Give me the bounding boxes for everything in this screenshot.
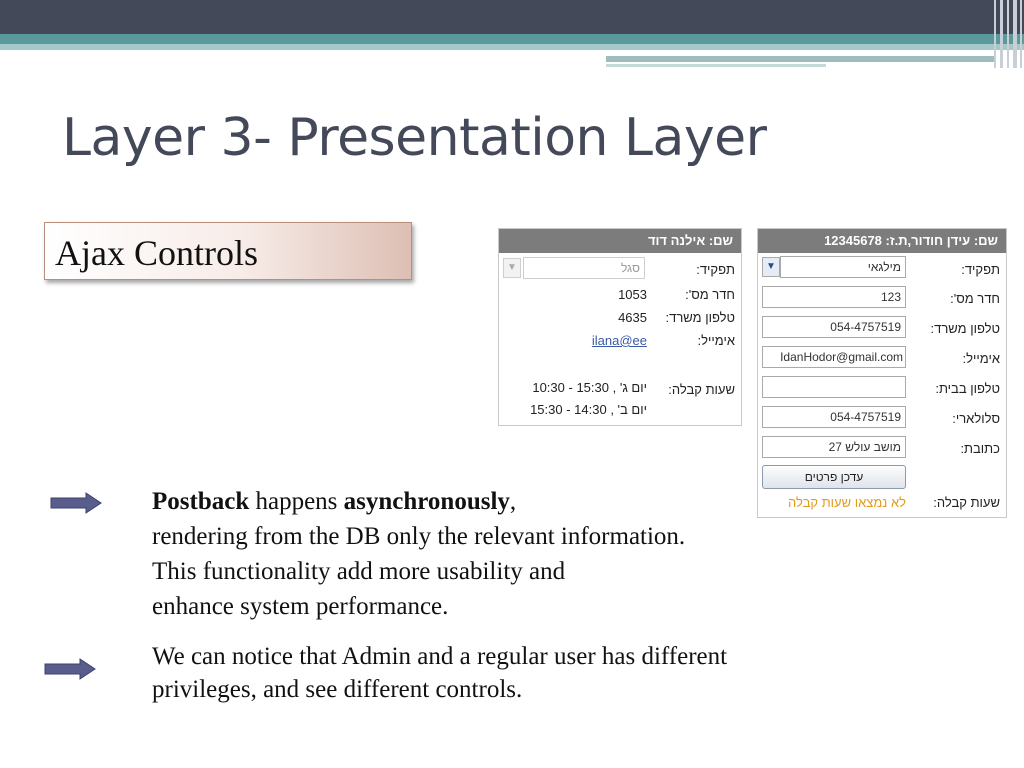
bullet-privileges-line-1: We can notice that Admin and a regular user has different bbox=[152, 643, 728, 670]
no-office-hours-text: לא נמצאו שעות קבלה bbox=[788, 495, 906, 510]
right-arrow-icon bbox=[50, 492, 102, 514]
bullet-postback-line-1 bbox=[152, 484, 685, 519]
bullet-postback-line-4: enhance system performance. bbox=[152, 593, 449, 620]
bullet-text: , bbox=[509, 488, 517, 515]
corner-vertical-lines bbox=[992, 0, 1024, 68]
room-label: חדר מס': bbox=[950, 291, 1000, 306]
email-input[interactable]: IdanHodor@gmail.com bbox=[762, 346, 906, 368]
cellular-input[interactable]: 054-4757519 bbox=[762, 406, 906, 428]
office-phone-label: טלפון משרד: bbox=[930, 321, 1000, 336]
role-select: סגל bbox=[523, 257, 645, 279]
postback-term: Postback bbox=[152, 488, 250, 515]
top-accent-stripe-thin bbox=[606, 64, 826, 67]
top-accent-stripe-short bbox=[606, 56, 994, 62]
email-label: אימייל: bbox=[697, 333, 735, 348]
room-value: 1053 bbox=[618, 287, 647, 302]
office-hours-line-2: יום ב' , 14:30 - 15:30 bbox=[530, 402, 647, 417]
address-label: כתובת: bbox=[960, 441, 1000, 456]
asynchronously-term: asynchronously bbox=[343, 488, 510, 515]
top-decor-bar bbox=[0, 0, 1024, 34]
office-hours-label: שעות קבלה: bbox=[933, 495, 1000, 510]
role-label: תפקיד: bbox=[696, 262, 735, 277]
bullet-privileges bbox=[152, 640, 727, 706]
right-arrow-icon bbox=[44, 658, 96, 680]
admin-form bbox=[757, 228, 1007, 518]
email-label: אימייל: bbox=[962, 351, 1000, 366]
bullet-postback-line-3: This functionality add more usability and bbox=[152, 558, 566, 585]
slide-title: Layer 3- Presentation Layer bbox=[62, 108, 767, 168]
cellular-label: סלולארי: bbox=[952, 411, 1000, 426]
office-phone-value: 4635 bbox=[618, 310, 647, 325]
subtitle-box bbox=[44, 222, 412, 280]
regular-user-form bbox=[498, 228, 742, 426]
role-select[interactable]: מילגאי bbox=[780, 256, 906, 278]
subtitle-text: Ajax Controls bbox=[55, 233, 258, 273]
regular-user-header: שם: אילנה דוד bbox=[499, 229, 741, 253]
bullet-postback bbox=[152, 484, 685, 624]
home-phone-input[interactable] bbox=[762, 376, 906, 398]
chevron-down-icon[interactable]: ▼ bbox=[762, 257, 780, 277]
admin-header: שם: עידן חודור,ת.ז: 12345678 bbox=[758, 229, 1006, 253]
role-label: תפקיד: bbox=[961, 262, 1000, 277]
bullet-privileges-line-2: privileges, and see different controls. bbox=[152, 676, 523, 703]
address-input[interactable]: מושב עולש 27 bbox=[762, 436, 906, 458]
chevron-down-icon: ▼ bbox=[503, 258, 521, 278]
office-hours-label: שעות קבלה: bbox=[668, 382, 735, 397]
bullet-text: happens bbox=[249, 488, 344, 515]
top-accent-stripe bbox=[0, 34, 1024, 44]
email-link[interactable]: ilana@ee bbox=[591, 333, 647, 348]
home-phone-label: טלפון בבית: bbox=[935, 381, 1000, 396]
office-phone-label: טלפון משרד: bbox=[665, 310, 735, 325]
room-input[interactable]: 123 bbox=[762, 286, 906, 308]
office-hours-line-1: יום ג' , 15:30 - 10:30 bbox=[532, 380, 647, 395]
office-phone-input[interactable]: 054-4757519 bbox=[762, 316, 906, 338]
update-details-button[interactable]: עדכן פרטים bbox=[762, 465, 906, 489]
room-label: חדר מס': bbox=[685, 287, 735, 302]
bullet-postback-line-2: rendering from the DB only the relevant information. bbox=[152, 523, 686, 550]
